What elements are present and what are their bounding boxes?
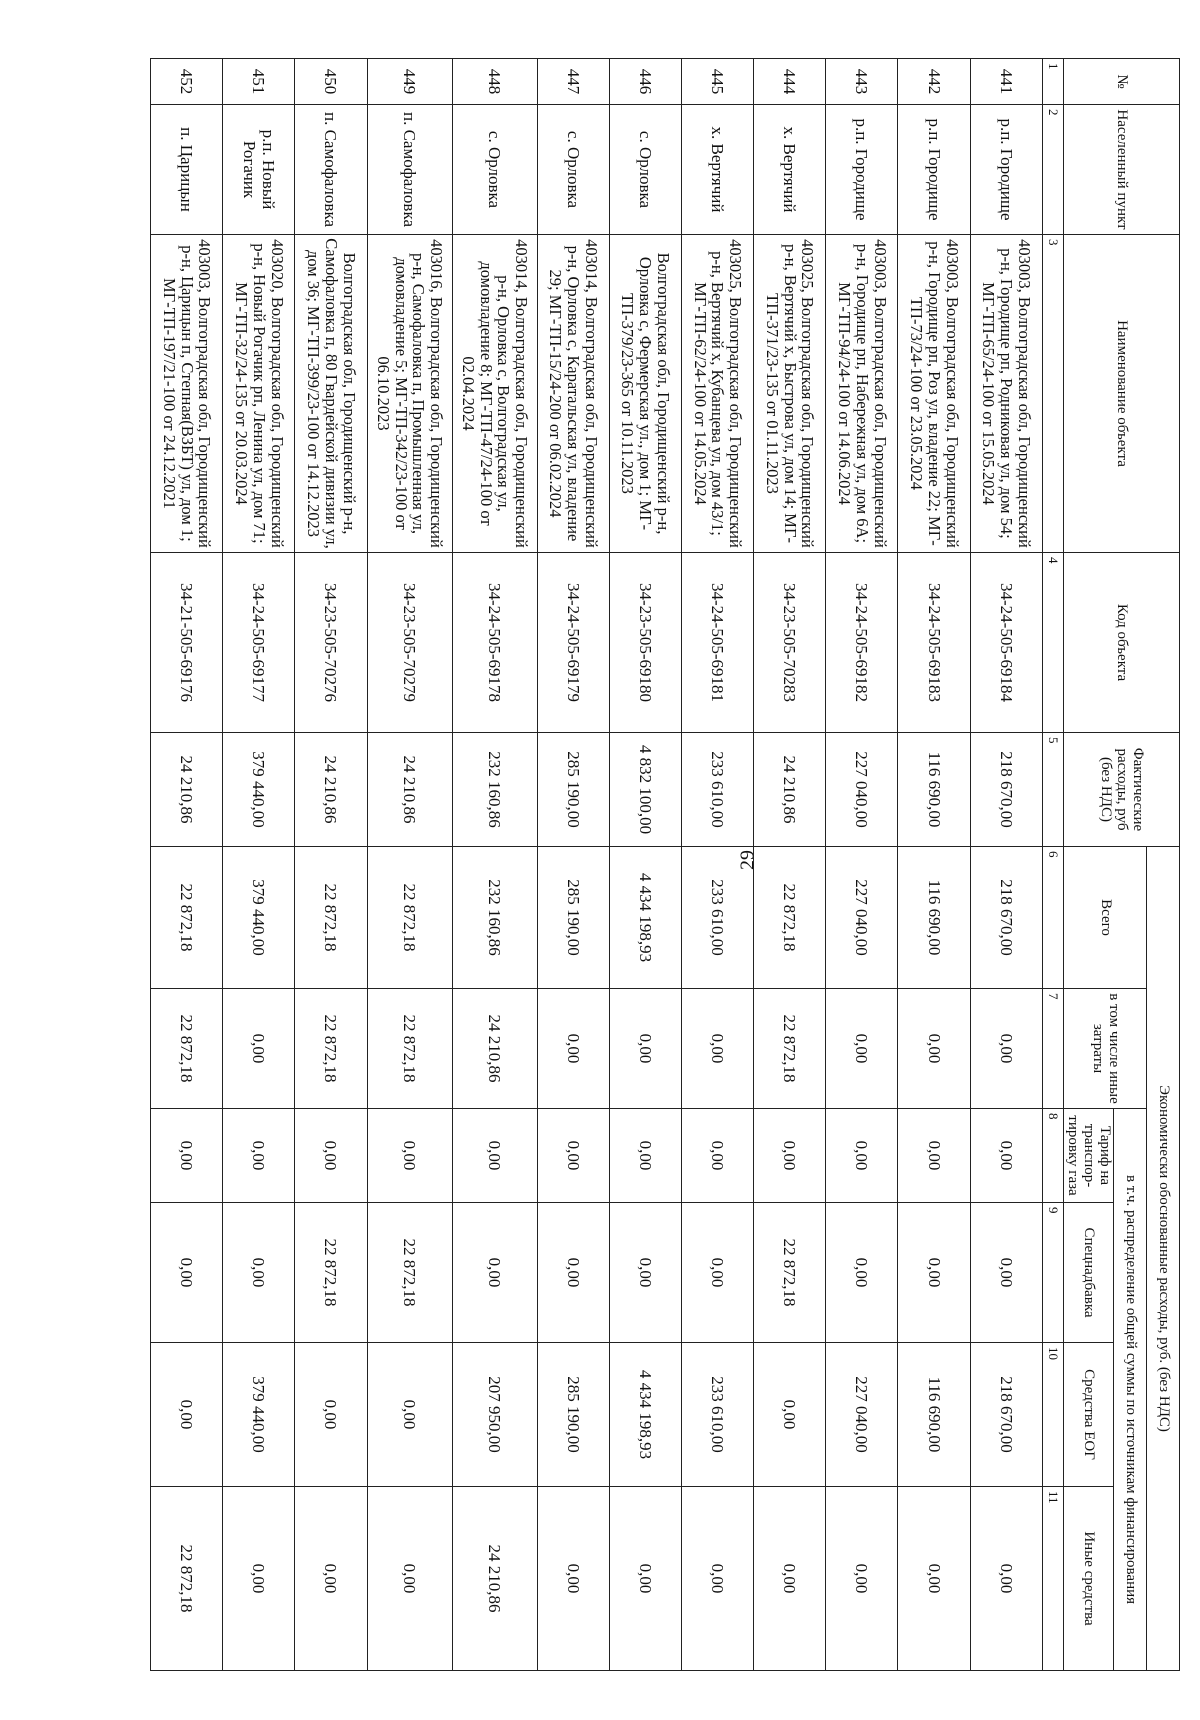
other-costs-cell: 22 872,18	[367, 989, 452, 1109]
total-cell: 22 872,18	[151, 847, 223, 989]
other-funds-cell: 0,00	[681, 1487, 753, 1671]
other-funds-cell: 0,00	[898, 1487, 970, 1671]
column-number: 4	[1042, 553, 1063, 733]
table-row	[826, 59, 898, 1671]
other-costs-cell: 0,00	[681, 989, 753, 1109]
header-econ-costs: Экономически обоснованные расходы, руб. (без НДС)	[1147, 847, 1180, 1671]
eog-cell: 0,00	[295, 1343, 367, 1487]
tariff-cell: 0,00	[681, 1109, 753, 1203]
header-other-funds: Иные средства	[1063, 1487, 1113, 1671]
object-code-cell: 34-24-505-69181	[681, 553, 753, 733]
other-costs-cell: 0,00	[898, 989, 970, 1109]
specnadbavka-cell: 0,00	[681, 1203, 753, 1343]
object-code-cell: 34-24-505-69184	[970, 553, 1042, 733]
other-costs-cell: 0,00	[537, 989, 609, 1109]
total-cell: 4 434 198,93	[609, 847, 681, 989]
settlement-cell: р.п. Городище	[970, 105, 1042, 235]
column-number: 5	[1042, 733, 1063, 847]
settlement-cell: р.п. Городище	[898, 105, 970, 235]
object-name-cell: Волгоградская обл, Городищенский р-н, Орловка с, Фермерская ул., дом 1; МГ-ТП-379/23-365 от 10.11.2023	[609, 235, 681, 553]
column-number: 8	[1042, 1109, 1063, 1203]
table-row	[223, 59, 295, 1671]
settlement-cell: с. Орловка	[537, 105, 609, 235]
row-number: 449	[367, 59, 452, 105]
tariff-cell: 0,00	[898, 1109, 970, 1203]
object-name-cell: Волгоградская обл, Городищенский р-н, Самофаловка п, 80 Гвардейской дивизии ул, дом 36; МГ-ТП-399/23-100 от 14.12.2023	[295, 235, 367, 553]
header-specnadbavka: Спецнадбавка	[1063, 1203, 1113, 1343]
header-eog: Средства ЕОГ	[1063, 1343, 1113, 1487]
tariff-cell: 0,00	[367, 1109, 452, 1203]
row-number: 446	[609, 59, 681, 105]
other-funds-cell: 0,00	[970, 1487, 1042, 1671]
settlement-cell: п. Самофаловка	[295, 105, 367, 235]
total-cell: 218 670,00	[970, 847, 1042, 989]
tariff-cell: 0,00	[970, 1109, 1042, 1203]
actual-costs-cell: 24 210,86	[151, 733, 223, 847]
object-code-cell: 34-23-505-70279	[367, 553, 452, 733]
other-costs-cell: 22 872,18	[754, 989, 826, 1109]
other-costs-cell: 0,00	[970, 989, 1042, 1109]
actual-costs-cell: 285 190,00	[537, 733, 609, 847]
actual-costs-cell: 233 610,00	[681, 733, 753, 847]
table-row	[452, 59, 537, 1671]
header-object-name: Наименование объекта	[1063, 235, 1179, 553]
column-number: 1	[1042, 59, 1063, 105]
settlement-cell: х. Вертячий	[681, 105, 753, 235]
eog-cell: 116 690,00	[898, 1343, 970, 1487]
object-code-cell: 34-21-505-69176	[151, 553, 223, 733]
tariff-cell: 0,00	[826, 1109, 898, 1203]
settlement-cell: с. Орловка	[609, 105, 681, 235]
rotated-table-container	[150, 58, 1180, 1670]
settlement-cell: р.п. Новый Рогачик	[223, 105, 295, 235]
table-row	[609, 59, 681, 1671]
column-number: 6	[1042, 847, 1063, 989]
object-name-cell: 403025, Волгоградская обл, Городищенский р-н, Вертячий х, Быстрова ул, дом 14; МГ-ТП-371/23-135 от 01.11.2023	[754, 235, 826, 553]
actual-costs-cell: 24 210,86	[367, 733, 452, 847]
column-number: 3	[1042, 235, 1063, 553]
page-number: 29	[736, 850, 759, 870]
object-name-cell: 403016, Волгоградская обл, Городищенский р-н, Самофаловка п, Промышленная ул, домовладение 5; МГ-ТП-342/23-100 от 06.10.2023	[367, 235, 452, 553]
specnadbavka-cell: 0,00	[609, 1203, 681, 1343]
other-funds-cell: 24 210,86	[452, 1487, 537, 1671]
specnadbavka-cell: 0,00	[970, 1203, 1042, 1343]
object-code-cell: 34-24-505-69178	[452, 553, 537, 733]
table-row	[898, 59, 970, 1671]
actual-costs-cell: 232 160,86	[452, 733, 537, 847]
total-cell: 227 040,00	[826, 847, 898, 989]
other-costs-cell: 24 210,86	[452, 989, 537, 1109]
row-number: 450	[295, 59, 367, 105]
eog-cell: 0,00	[754, 1343, 826, 1487]
object-code-cell: 34-23-505-70283	[754, 553, 826, 733]
specnadbavka-cell: 0,00	[223, 1203, 295, 1343]
other-funds-cell: 0,00	[754, 1487, 826, 1671]
specnadbavka-cell: 0,00	[898, 1203, 970, 1343]
actual-costs-cell: 218 670,00	[970, 733, 1042, 847]
object-name-cell: 403020, Волгоградская обл, Городищенский р-н, Новый Рогачик рп, Ленина ул, дом 71; МГ-ТП-32/24-135 от 20.03.2024	[223, 235, 295, 553]
row-number: 447	[537, 59, 609, 105]
actual-costs-cell: 24 210,86	[754, 733, 826, 847]
row-number: 448	[452, 59, 537, 105]
eog-cell: 0,00	[151, 1343, 223, 1487]
object-code-cell: 34-24-505-69177	[223, 553, 295, 733]
other-funds-cell: 0,00	[609, 1487, 681, 1671]
eog-cell: 4 434 198,93	[609, 1343, 681, 1487]
eog-cell: 285 190,00	[537, 1343, 609, 1487]
total-cell: 285 190,00	[537, 847, 609, 989]
eog-cell: 207 950,00	[452, 1343, 537, 1487]
eog-cell: 227 040,00	[826, 1343, 898, 1487]
row-number: 452	[151, 59, 223, 105]
column-number: 9	[1042, 1203, 1063, 1343]
column-number: 7	[1042, 989, 1063, 1109]
header-settlement: Населенный пункт	[1063, 105, 1179, 235]
tariff-cell: 0,00	[609, 1109, 681, 1203]
specnadbavka-cell: 0,00	[452, 1203, 537, 1343]
object-code-cell: 34-23-505-69180	[609, 553, 681, 733]
other-costs-cell: 0,00	[826, 989, 898, 1109]
table-row	[151, 59, 223, 1671]
other-funds-cell: 22 872,18	[151, 1487, 223, 1671]
header-total: Всего	[1063, 847, 1146, 989]
other-funds-cell: 0,00	[295, 1487, 367, 1671]
object-name-cell: 403003, Волгоградская обл, Городищенский р-н, Городище рп, Набережная ул, дом 6А; МГ-ТП-94/24-100 от 14.06.2024	[826, 235, 898, 553]
actual-costs-cell: 116 690,00	[898, 733, 970, 847]
other-funds-cell: 0,00	[223, 1487, 295, 1671]
tariff-cell: 0,00	[295, 1109, 367, 1203]
table-row	[537, 59, 609, 1671]
object-name-cell: 403014, Волгоградская обл, Городищенский р-н, Орловка с, Волгоградская ул, домовладение 8; МГ-ТП-47/24-100 от 02.04.2024	[452, 235, 537, 553]
other-costs-cell: 0,00	[609, 989, 681, 1109]
eog-cell: 379 440,00	[223, 1343, 295, 1487]
specnadbavka-cell: 0,00	[826, 1203, 898, 1343]
table-row	[367, 59, 452, 1671]
actual-costs-cell: 24 210,86	[295, 733, 367, 847]
total-cell: 233 610,00	[681, 847, 753, 989]
settlement-cell: с. Орловка	[452, 105, 537, 235]
total-cell: 22 872,18	[295, 847, 367, 989]
table-row	[295, 59, 367, 1671]
settlement-cell: п. Царицын	[151, 105, 223, 235]
costs-table	[150, 58, 1180, 1671]
settlement-cell: р.п. Городище	[826, 105, 898, 235]
total-cell: 22 872,18	[367, 847, 452, 989]
header-object-code: Код объекта	[1063, 553, 1179, 733]
specnadbavka-cell: 22 872,18	[367, 1203, 452, 1343]
row-number: 442	[898, 59, 970, 105]
tariff-cell: 0,00	[452, 1109, 537, 1203]
other-funds-cell: 0,00	[367, 1487, 452, 1671]
column-number: 10	[1042, 1343, 1063, 1487]
specnadbavka-cell: 22 872,18	[295, 1203, 367, 1343]
tariff-cell: 0,00	[754, 1109, 826, 1203]
row-number: 443	[826, 59, 898, 105]
column-number: 11	[1042, 1487, 1063, 1671]
table-body	[151, 59, 1043, 1671]
header-num: №	[1063, 59, 1179, 105]
total-cell: 116 690,00	[898, 847, 970, 989]
header-tariff: Тариф на транспор-тировку газа	[1063, 1109, 1113, 1203]
header-actual-costs: Фактические расходы, руб (без НДС)	[1063, 733, 1179, 847]
other-costs-cell: 0,00	[223, 989, 295, 1109]
header-distribution: в т.ч. распределение общей суммы по источникам финансирования	[1114, 1109, 1147, 1671]
table-row	[681, 59, 753, 1671]
other-costs-cell: 22 872,18	[295, 989, 367, 1109]
tariff-cell: 0,00	[151, 1109, 223, 1203]
row-number: 441	[970, 59, 1042, 105]
object-code-cell: 34-24-505-69179	[537, 553, 609, 733]
actual-costs-cell: 227 040,00	[826, 733, 898, 847]
tariff-cell: 0,00	[223, 1109, 295, 1203]
other-funds-cell: 0,00	[826, 1487, 898, 1671]
actual-costs-cell: 379 440,00	[223, 733, 295, 847]
total-cell: 232 160,86	[452, 847, 537, 989]
actual-costs-cell: 4 832 100,00	[609, 733, 681, 847]
column-number: 2	[1042, 105, 1063, 235]
tariff-cell: 0,00	[537, 1109, 609, 1203]
row-number: 444	[754, 59, 826, 105]
row-number: 451	[223, 59, 295, 105]
eog-cell: 218 670,00	[970, 1343, 1042, 1487]
object-code-cell: 34-23-505-70276	[295, 553, 367, 733]
specnadbavka-cell: 0,00	[537, 1203, 609, 1343]
object-name-cell: 403003, Волгоградская обл, Городищенский р-н, Царицын п, Степная(ВЗБТ) ул, дом 1; МГ-ТП-197/21-100 от 24.12.2021	[151, 235, 223, 553]
settlement-cell: х. Вертячий	[754, 105, 826, 235]
total-cell: 22 872,18	[754, 847, 826, 989]
object-code-cell: 34-24-505-69182	[826, 553, 898, 733]
other-costs-cell: 22 872,18	[151, 989, 223, 1109]
total-cell: 379 440,00	[223, 847, 295, 989]
object-name-cell: 403003, Волгоградская обл, Городищенский р-н, Городище рп, Роз ул, владение 22; МГ-ТП-73/24-100 от 23.05.2024	[898, 235, 970, 553]
eog-cell: 0,00	[367, 1343, 452, 1487]
specnadbavka-cell: 22 872,18	[754, 1203, 826, 1343]
object-name-cell: 403014, Волгоградская обл, Городищенский р-н, Орловка с, Каратальская ул, владение 29; МГ-ТП-15/24-200 от 06.02.2024	[537, 235, 609, 553]
table-row	[754, 59, 826, 1671]
header-other-costs: в том числе иные затраты	[1063, 989, 1146, 1109]
row-number: 445	[681, 59, 753, 105]
table-row	[970, 59, 1042, 1671]
specnadbavka-cell: 0,00	[151, 1203, 223, 1343]
eog-cell: 233 610,00	[681, 1343, 753, 1487]
object-code-cell: 34-24-505-69183	[898, 553, 970, 733]
settlement-cell: п. Самофаловка	[367, 105, 452, 235]
object-name-cell: 403003, Волгоградская обл, Городищенский р-н, Городище рп, Родниковая ул, дом 54; МГ-ТП-65/24-100 от 15.05.2024	[970, 235, 1042, 553]
object-name-cell: 403025, Волгоградская обл, Городищенский р-н, Вертячий х, Кубанцева ул, дом 43/1; МГ-ТП-62/24-100 от 14.05.2024	[681, 235, 753, 553]
other-funds-cell: 0,00	[537, 1487, 609, 1671]
